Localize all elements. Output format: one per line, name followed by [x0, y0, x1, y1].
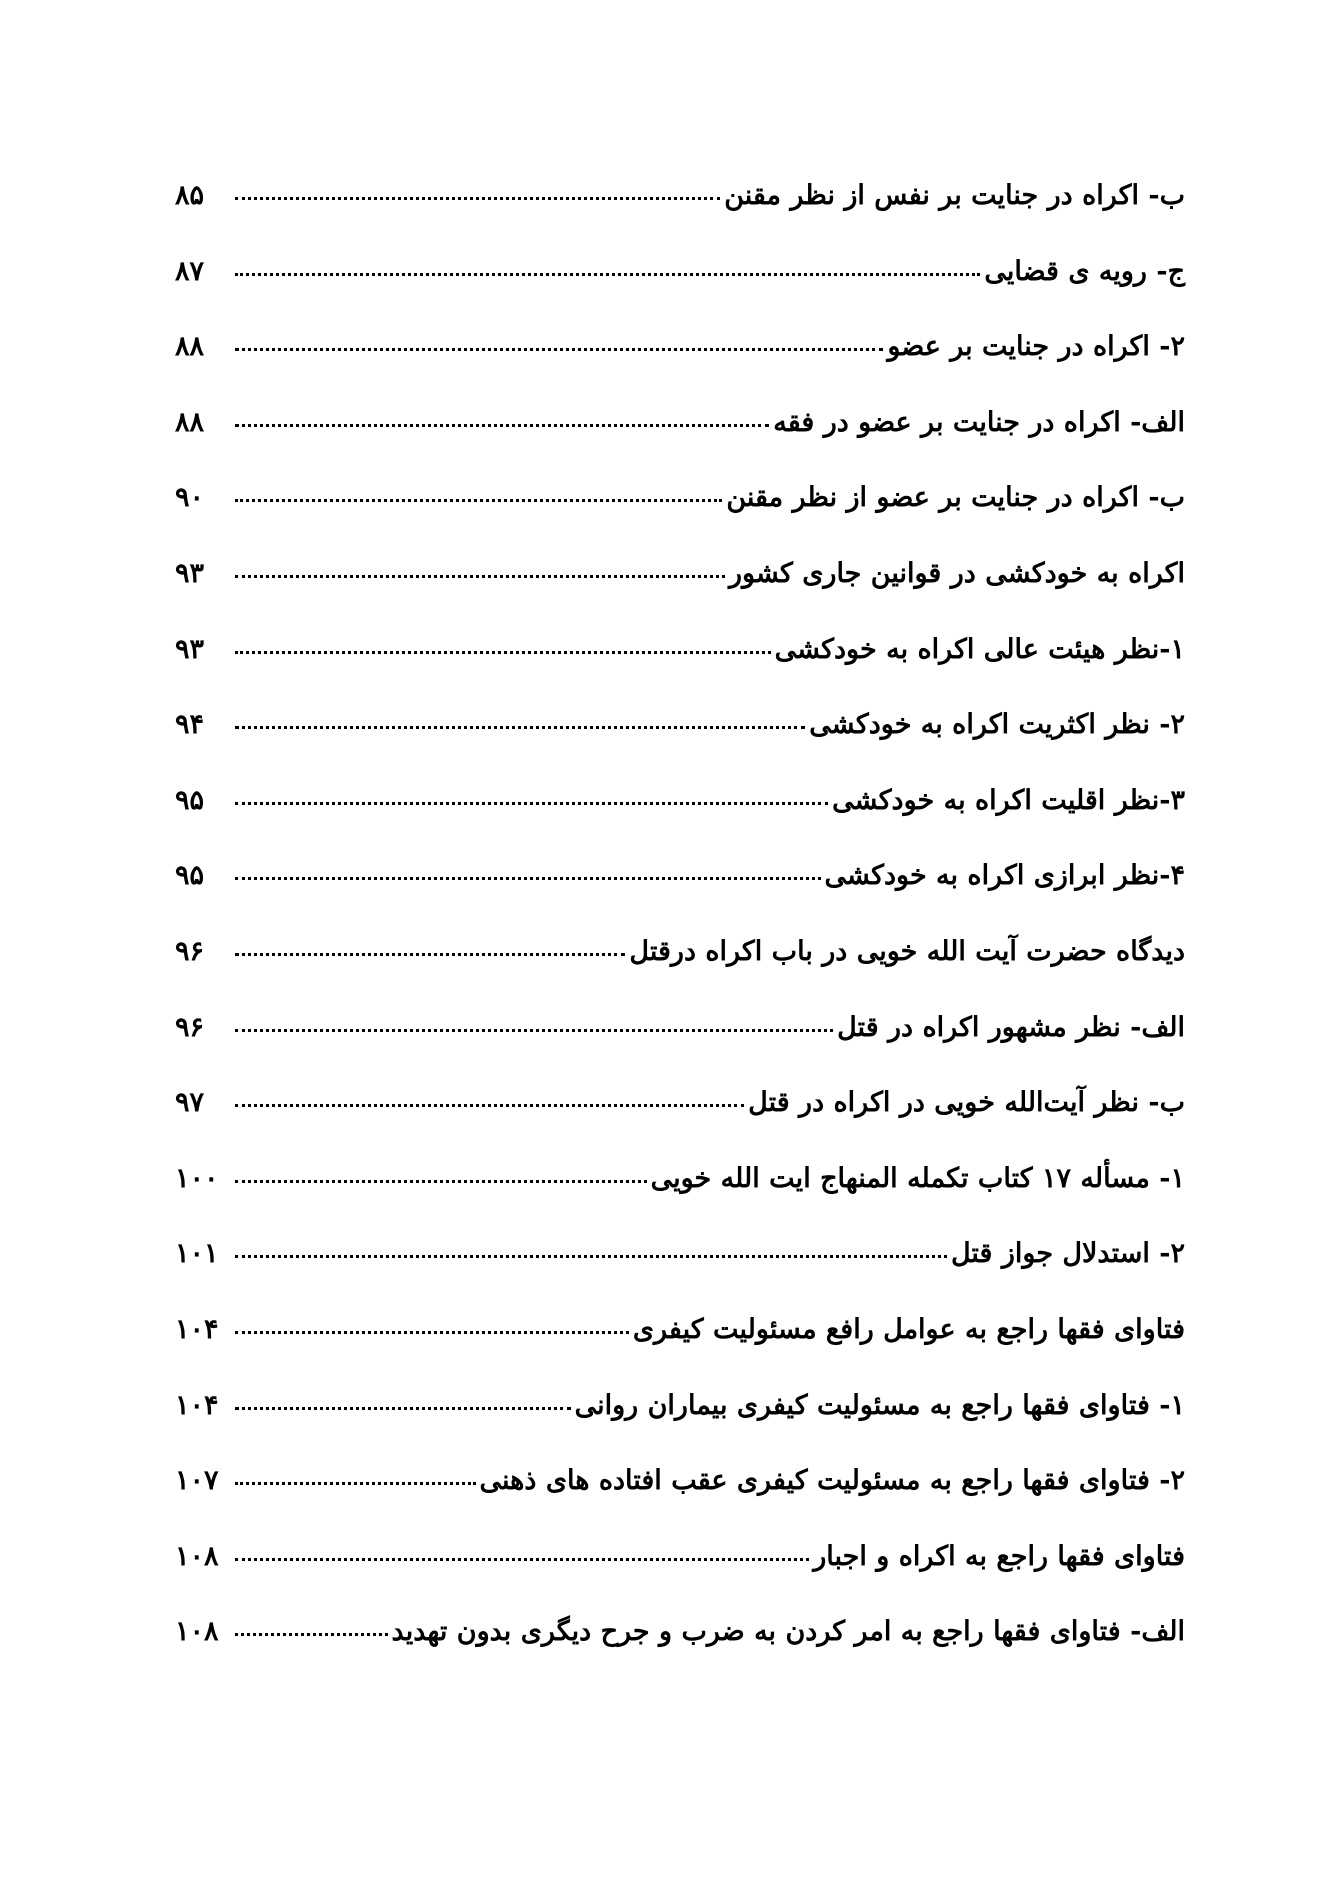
- toc-entry-page: ۹۶: [175, 1011, 205, 1043]
- toc-entry: [175, 256, 1185, 332]
- toc-entry-title: ۲- اکراه در جنایت بر عضو: [887, 331, 1185, 363]
- toc-entry-page: ۸۸: [175, 406, 205, 438]
- toc-entry-title: الف- نظر مشهور اکراه در قتل: [837, 1011, 1185, 1043]
- toc-entry-page: ۱۰۸: [175, 1616, 219, 1648]
- toc-entry-page: ۸۵: [175, 180, 205, 211]
- toc-entry: [175, 936, 1185, 1012]
- toc-entry: [175, 785, 1185, 861]
- toc-entry: [175, 709, 1185, 785]
- toc-entry-page: ۹۵: [175, 860, 205, 892]
- toc-entry-title: ۲- نظر اکثریت اکراه به خودکشی: [809, 709, 1185, 741]
- toc-entry-page: ۹۶: [175, 935, 205, 967]
- toc-dot-leader: [235, 499, 722, 502]
- toc-entry-page: ۱۰۴: [175, 1313, 219, 1345]
- toc-entry: [175, 1465, 1185, 1541]
- toc-entry-page: ۸۷: [175, 255, 205, 287]
- toc-entry-page: ۹۴: [175, 709, 205, 741]
- toc-dot-leader: [235, 726, 805, 729]
- toc-entry-title: فتاوای فقها راجع به عوامل رافع مسئولیت کیفری: [632, 1313, 1185, 1345]
- toc-entry: [175, 860, 1185, 936]
- toc-dot-leader: [235, 348, 883, 351]
- toc-entry-page: ۱۰۱: [175, 1238, 219, 1270]
- toc-dot-leader: [235, 802, 828, 805]
- toc-dot-leader: [235, 1331, 629, 1334]
- toc-entry-title: ج- رویه ی قضایی: [984, 255, 1185, 287]
- toc-entry-page: ۱۰۰: [175, 1162, 219, 1194]
- toc-entry: [175, 331, 1185, 407]
- toc-entry: [175, 482, 1185, 558]
- toc-entry-title: ۳-نظر اقلیت اکراه به خودکشی: [832, 784, 1185, 816]
- toc-dot-leader: [235, 1029, 833, 1032]
- toc-dot-leader: [235, 1104, 744, 1107]
- toc-entry: [175, 407, 1185, 483]
- toc-entry-title: ب- اکراه در جنایت بر عضو از نظر مقنن: [726, 482, 1185, 514]
- toc-entry-page: ۹۰: [175, 482, 205, 514]
- toc-entry-page: ۱۰۷: [175, 1465, 219, 1497]
- toc-entry-page: ۹۳: [175, 633, 205, 665]
- toc-entry-title: فتاوای فقها راجع به اکراه و اجبار: [813, 1540, 1185, 1572]
- toc-dot-leader: [235, 953, 625, 956]
- toc-dot-leader: [235, 273, 980, 276]
- toc-dot-leader: [235, 1482, 476, 1485]
- toc-dot-leader: [235, 651, 771, 654]
- toc-entry-title: الف- فتاوای فقها راجع به امر کردن به ضرب و جرح دیگری بدون تهدید: [391, 1616, 1185, 1648]
- toc-dot-leader: [235, 1407, 571, 1410]
- table-of-contents: [175, 180, 1185, 1692]
- toc-entry-title: ۱-نظر هیئت عالی اکراه به خودکشی: [774, 633, 1185, 665]
- toc-dot-leader: [235, 877, 821, 880]
- toc-entry: [175, 558, 1185, 634]
- toc-entry: [175, 1238, 1185, 1314]
- toc-entry-title: ۲- فتاوای فقها راجع به مسئولیت کیفری عقب افتاده های ذهنی: [479, 1465, 1185, 1497]
- toc-dot-leader: [235, 424, 769, 427]
- toc-entry: [175, 1087, 1185, 1163]
- toc-entry-page: ۱۰۴: [175, 1389, 219, 1421]
- toc-entry-title: ب- اکراه در جنایت بر نفس از نظر مقنن: [724, 180, 1185, 211]
- toc-dot-leader: [235, 1180, 647, 1183]
- toc-entry-title: اکراه به خودکشی در قوانین جاری کشور: [728, 557, 1185, 589]
- toc-entry-page: ۸۸: [175, 331, 205, 363]
- toc-entry: [175, 180, 1185, 256]
- toc-dot-leader: [235, 575, 725, 578]
- toc-dot-leader: [235, 1255, 947, 1258]
- toc-entry-title: ب- نظر آیت‌الله خویی در اکراه در قتل: [748, 1087, 1185, 1119]
- toc-entry-title: الف- اکراه در جنایت بر عضو در فقه: [773, 406, 1185, 438]
- toc-entry-page: ۱۰۸: [175, 1540, 219, 1572]
- toc-entry: [175, 1390, 1185, 1466]
- toc-entry: [175, 1163, 1185, 1239]
- toc-entry-page: ۹۵: [175, 784, 205, 816]
- toc-entry-page: ۹۷: [175, 1087, 205, 1119]
- toc-entry-title: ۱- فتاوای فقها راجع به مسئولیت کیفری بیماران روانی: [574, 1389, 1185, 1421]
- toc-dot-leader: [235, 1633, 388, 1636]
- toc-dot-leader: [235, 197, 720, 200]
- toc-entry: [175, 1314, 1185, 1390]
- toc-entry-title: ۴-نظر ابرازی اکراه به خودکشی: [824, 860, 1185, 892]
- toc-entry-title: ۱- مسأله ۱۷ کتاب تکمله المنهاج ایت الله خویی: [650, 1162, 1185, 1194]
- toc-dot-leader: [235, 1558, 809, 1561]
- toc-entry-title: دیدگاه حضرت آیت الله خویی در باب اکراه درقتل: [629, 935, 1185, 967]
- toc-entry: [175, 1541, 1185, 1617]
- toc-entry-page: ۹۳: [175, 557, 205, 589]
- toc-entry: [175, 634, 1185, 710]
- toc-entry: [175, 1012, 1185, 1088]
- toc-entry-title: ۲- استدلال جواز قتل: [950, 1238, 1185, 1270]
- toc-entry: [175, 1616, 1185, 1692]
